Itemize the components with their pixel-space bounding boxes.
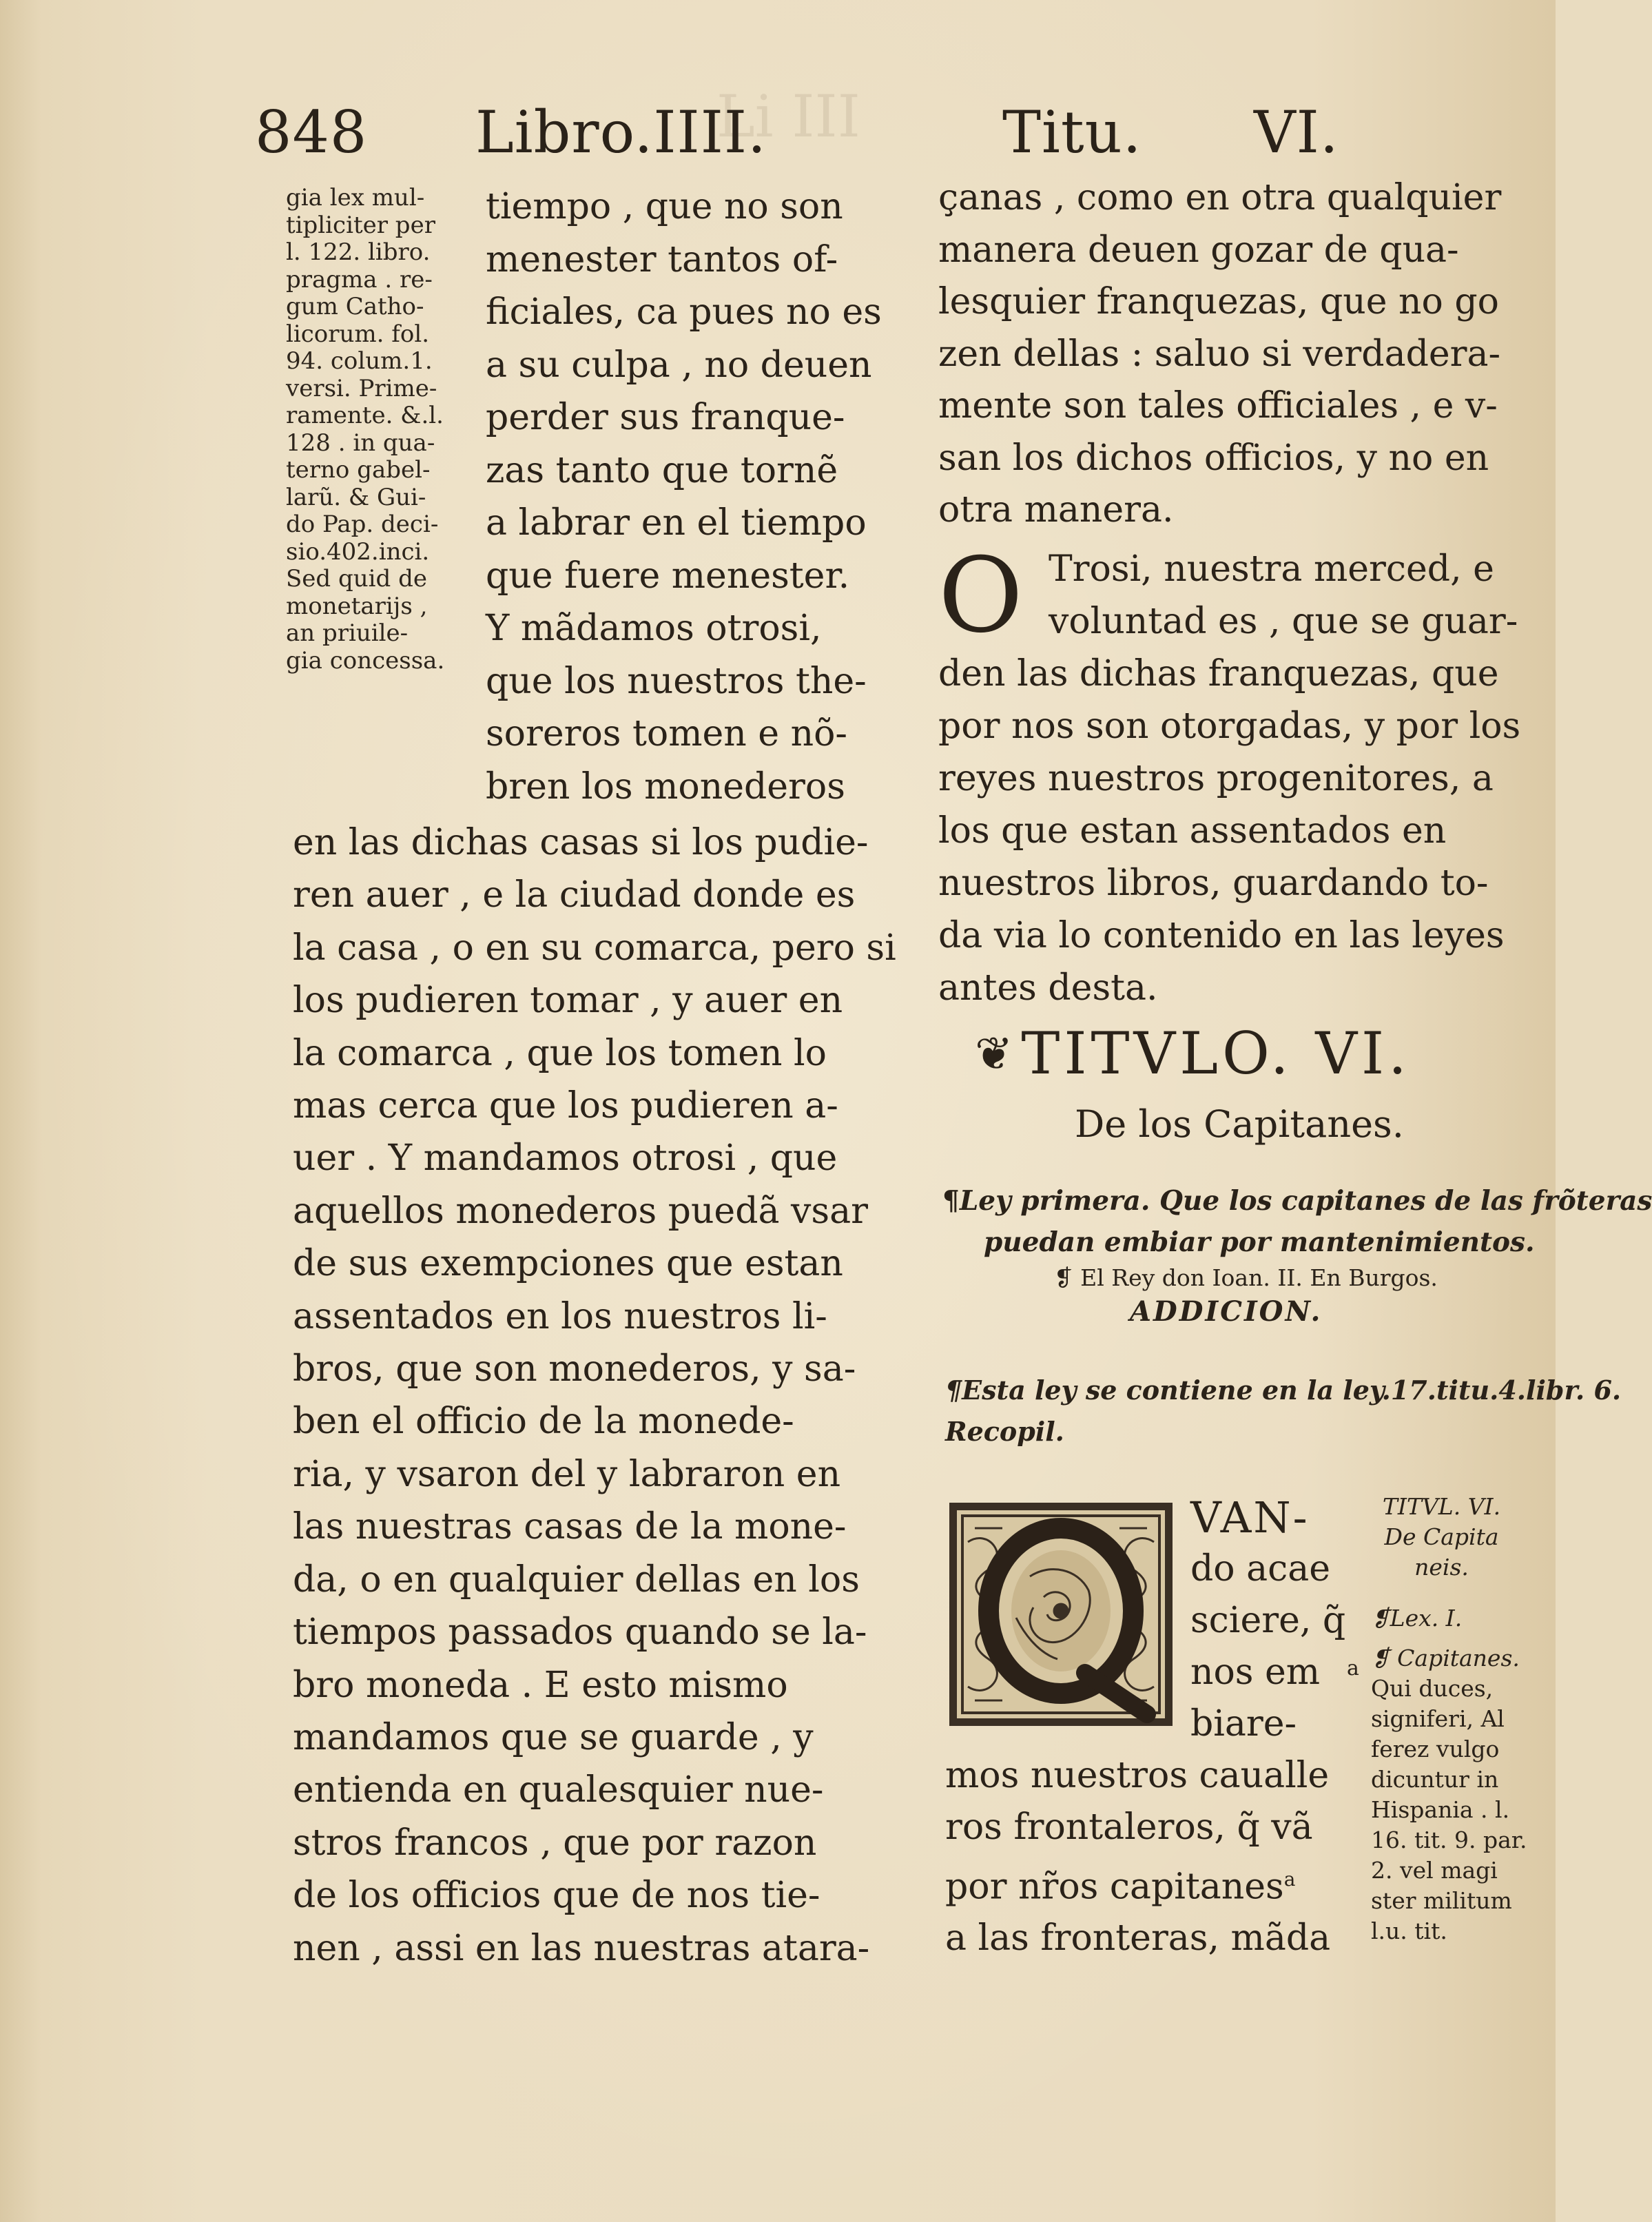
text-line: mas cerca que los pudieren a-	[293, 1085, 838, 1127]
footnote-marker: a	[1347, 1656, 1359, 1680]
text-line-part: por nr̃os capitanes	[945, 1866, 1284, 1908]
sidenote-line: signiferi, Al	[1371, 1705, 1505, 1732]
sidenote-heading: De Capita	[1384, 1523, 1499, 1550]
pilcrow-icon: ¶	[942, 1185, 960, 1217]
body-text-narrow	[486, 181, 899, 813]
text-line: por nos son otorgadas, y por los	[938, 706, 1521, 747]
text-line: otra manera.	[938, 489, 1174, 531]
text-line: la casa , o en su comarca, pero si	[293, 927, 896, 969]
sidenote-heading: neis.	[1414, 1554, 1469, 1581]
text-line: tiempo , que no son	[486, 186, 843, 227]
gloss-line: tipliciter per	[286, 211, 435, 239]
gloss-line: gia lex mul-	[286, 184, 425, 212]
titulo-heading-text: TITVLO. VI.	[1021, 1020, 1411, 1087]
gloss-line: larũ. & Gui-	[286, 483, 426, 511]
q-paragraph-continued	[945, 1750, 1359, 1964]
ornate-initial-q-icon	[947, 1501, 1175, 1728]
margin-gloss	[286, 185, 468, 675]
text-line: Y mãdamos otrosi,	[486, 608, 822, 649]
text-line: san los dichos officios, y no en	[938, 437, 1489, 479]
sidenote-line: Qui duces,	[1371, 1675, 1494, 1702]
text-line: aquellos monederos puedã vsar	[293, 1190, 868, 1232]
text-line: mos nuestros caualle	[945, 1755, 1330, 1796]
gloss-line: ramente. &.l.	[286, 402, 444, 429]
right-margin-note	[1371, 1492, 1527, 1946]
otrosi-paragraph	[938, 536, 1521, 1014]
text-line: la comarca , que los tomen lo	[293, 1032, 827, 1074]
text-line: nos em	[1190, 1652, 1321, 1693]
text-line: çanas , como en otra qualquier	[938, 177, 1502, 218]
text-line: VAN-	[1190, 1492, 1310, 1543]
text-line: a labrar en el tiempo	[486, 502, 867, 544]
text-line: stros francos , que por razon	[293, 1822, 817, 1864]
gloss-line: licorum. fol.	[286, 320, 430, 348]
sidenote-lex: ❡Lex. I.	[1371, 1605, 1463, 1632]
body-text-right-column	[938, 172, 1517, 537]
text-line: entienda en qualesquier nue-	[293, 1769, 824, 1811]
sidenote-line: ferez vulgo	[1371, 1736, 1500, 1762]
bleed-through-text: Li III	[716, 83, 860, 150]
cross-reference-continued: Recopil.	[945, 1416, 1064, 1447]
cross-reference: ¶Esta ley se contiene en la ley.17.titu.4.libr. 6.	[945, 1375, 1622, 1406]
gloss-line: 94. colum.1.	[286, 347, 433, 375]
text-line: do acae	[1190, 1548, 1331, 1590]
text-line: assentados en los nuestros li-	[293, 1295, 827, 1337]
sidenote-heading: TITVL. VI.	[1382, 1493, 1501, 1520]
ley-source: ❡ El Rey don Ioan. II. En Burgos.	[1054, 1264, 1438, 1291]
gloss-line: Sed quid de	[286, 565, 427, 593]
sidenote-line: 16. tit. 9. par.	[1371, 1827, 1527, 1853]
text-line: los que estan assentados en	[938, 810, 1447, 852]
text-line: a las fronteras, mãda	[945, 1917, 1331, 1959]
gloss-line: an priuile-	[286, 619, 409, 647]
text-line: perder sus franque-	[486, 397, 845, 438]
text-line: nen , assi en las nuestras atara-	[293, 1927, 870, 1969]
footnote-superscript: a	[1283, 1868, 1296, 1891]
running-head-titu: Titu.	[1002, 99, 1142, 166]
text-line: bros, que son monederos, y sa-	[293, 1348, 856, 1390]
gloss-line: gia concessa.	[286, 646, 445, 675]
ley-title-text: Ley primera. Que los capitanes de las frõteras	[959, 1185, 1652, 1217]
page-number: 848	[255, 99, 368, 166]
text-line: da, o en qualquier dellas en los	[293, 1559, 860, 1601]
fleuron-icon: ❦	[975, 1027, 1018, 1080]
text-line: bro moneda . E esto mismo	[293, 1664, 788, 1706]
q-initial-lines	[1190, 1492, 1349, 1750]
text-line: zas tanto que tornẽ	[486, 449, 838, 491]
text-line: antes desta.	[938, 967, 1158, 1009]
body-text-left-column	[293, 816, 899, 1975]
text-line: manera deuen gozar de qua-	[938, 229, 1459, 271]
text-line: a su culpa , no deuen	[486, 344, 872, 386]
text-line: nuestros libros, guardando to-	[938, 863, 1489, 904]
running-head-libro: Libro.IIII.	[475, 99, 767, 166]
text-line	[945, 1853, 1359, 1913]
sidenote-line: Hispania . l.	[1371, 1796, 1510, 1823]
gloss-line: versi. Prime-	[286, 374, 437, 402]
text-line: tiempos passados quando se la-	[293, 1612, 867, 1654]
sidenote-line: 2. vel magi	[1371, 1857, 1498, 1884]
running-head-titulo-number: VI.	[1254, 99, 1339, 166]
ley-title	[942, 1185, 1652, 1217]
text-line: reyes nuestros progenitores, a	[938, 758, 1494, 799]
drop-cap-letter: O	[938, 536, 1023, 656]
text-line: den las dichas franquezas, que	[938, 653, 1499, 695]
gloss-line: 128 . in qua-	[286, 429, 435, 457]
text-line: uer . Y mandamos otrosi , que	[293, 1138, 838, 1180]
addicion-heading: ADDICION.	[1130, 1295, 1323, 1328]
text-line: zen dellas : saluo si verdadera-	[938, 333, 1501, 375]
text-line: de sus exempciones que estan	[293, 1243, 843, 1285]
text-line: ficiales, ca pues no es	[486, 291, 882, 333]
text-line: ria, y vsaron del y labraron en	[293, 1453, 841, 1495]
text-line: biare-	[1190, 1703, 1297, 1745]
gloss-line: monetarijs ,	[286, 592, 428, 620]
text-line: de los officios que de nos tie-	[293, 1875, 820, 1917]
gloss-line: sio.402.inci.	[286, 537, 430, 566]
text-line: en las dichas casas si los pudie-	[293, 822, 869, 863]
text-line: mandamos que se guarde , y	[293, 1716, 814, 1758]
text-line: Trosi, nuestra merced, e	[1049, 548, 1494, 590]
sidenote-line: ❡ Capitanes.	[1371, 1645, 1520, 1671]
text-line: que fuere menester.	[486, 555, 850, 597]
text-line: voluntad es , que se guar-	[1049, 601, 1518, 642]
gloss-line: terno gabel-	[286, 456, 431, 484]
gloss-line: pragma . re-	[286, 265, 433, 294]
sidenote-line: l.u. tit.	[1371, 1917, 1447, 1944]
text-line: sciere, q̃	[1190, 1600, 1346, 1641]
ornate-initial-q	[947, 1501, 1175, 1728]
sidenote-line: dicuntur in	[1371, 1766, 1499, 1793]
titulo-subtitle: De los Capitanes.	[1075, 1102, 1404, 1146]
text-line: menester tantos of-	[486, 238, 838, 280]
text-line: ben el officio de la monede-	[293, 1401, 794, 1443]
text-line: da via lo contenido en las leyes	[938, 915, 1505, 956]
gloss-line: l. 122. libro.	[286, 238, 431, 266]
sidenote-line: ster militum	[1371, 1887, 1512, 1914]
text-line: soreros tomen e nõ-	[486, 713, 847, 754]
titulo-heading	[975, 1020, 1411, 1087]
gloss-line: do Pap. deci-	[286, 511, 439, 538]
text-line: mente son tales officiales , e v-	[938, 385, 1498, 426]
gloss-line: gum Catho-	[286, 293, 424, 320]
text-line: lesquier franquezas, que no go	[938, 281, 1499, 322]
text-line: bren los monederos	[486, 765, 845, 807]
text-line: que los nuestros the-	[486, 660, 867, 702]
ley-title-continued: puedan embiar por mantenimientos.	[984, 1226, 1535, 1258]
text-line: los pudieren tomar , y auer en	[293, 980, 843, 1022]
text-line: ros frontaleros, q̃ vã	[945, 1807, 1313, 1848]
text-line: ren auer , e la ciudad donde es	[293, 874, 856, 916]
text-line: las nuestras casas de la mone-	[293, 1506, 847, 1548]
